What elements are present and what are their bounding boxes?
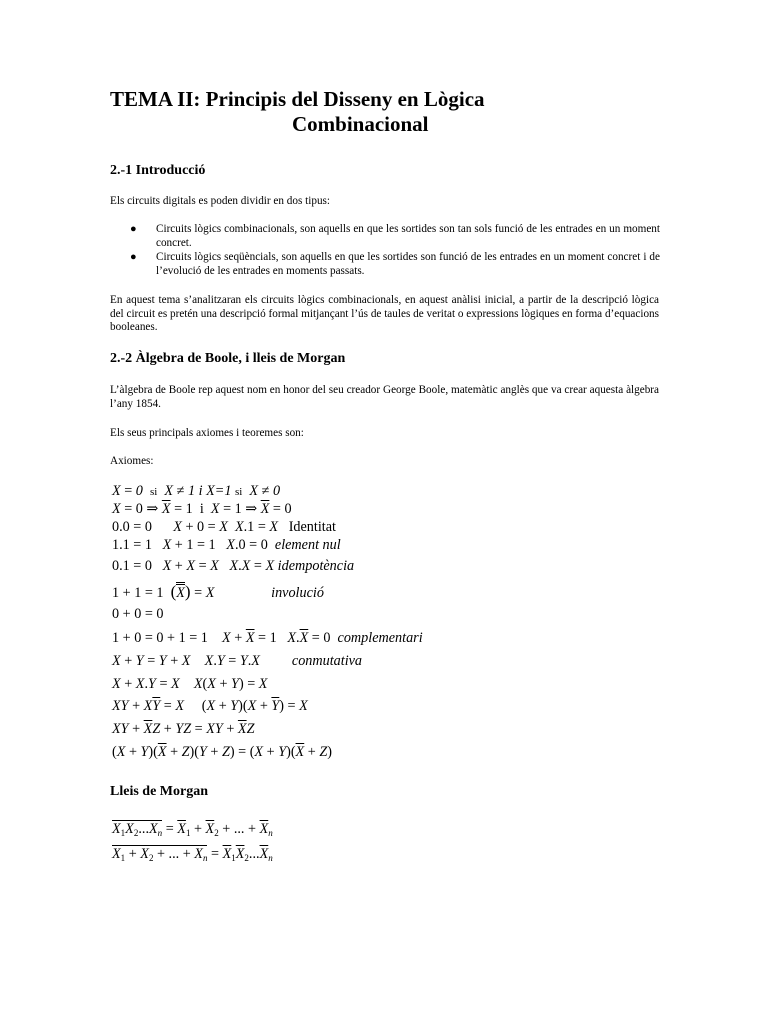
morgan-equation-2: $X_1 + X_2$ + ... + $X_n = \overline{X}_1\overline{X}_2...\overline{X}_n$ xyxy=(112,846,273,863)
label-involucio: involució xyxy=(271,585,324,601)
section-heading-introduccio: 2.-1 Introducció xyxy=(110,163,206,178)
title-line-1: TEMA II: Principis del Disseny en Lògica xyxy=(110,87,485,111)
equation-row: $(X + Y)(\overline{X} + Z)(Y + Z) = (X + Y)(\overline{X} + Z)$ xyxy=(112,744,332,760)
body-paragraph: En aquest tema s’analitzaran els circuits lògics combinacionals, en aquest anàlisi inicial, a partir de la descripció lògica del circuit es pretén una descripció formal mitjançant l’ús de taules de veritat o expressions lògiques en forma d’equacions booleanes. xyxy=(110,294,659,334)
boole-paragraph: L’àlgebra de Boole rep aquest nom en honor del seu creador George Boole, matemàtic anglès que va crear aquesta àlgebra l’any 1854. xyxy=(110,384,659,410)
equation-row: 0.0 = 0 X + 0 = X X.1 = X Identitat xyxy=(112,519,336,535)
equation-row: XY + $\overline{X}Z$ + YZ = XY + $\overline{X}Z$ xyxy=(112,721,255,737)
equation-row: X = 0 ⇒ $\overline{X} = 1$ i X = 1 ⇒ $\overline{X} = 0$ xyxy=(112,501,292,517)
label-idempotencia: idempotència xyxy=(277,558,355,574)
equation-row: 0.1 = 0 X + X = X X.X = X idempotència xyxy=(112,558,355,574)
equation-row: X = 0 si X ≠ 1 i X=1 si X ≠ 0 xyxy=(112,483,281,499)
label-identitat: Identitat xyxy=(288,519,336,535)
title-line-2: Combinacional xyxy=(292,112,429,136)
list-item: ● Circuits lògics seqüèncials, son aquells en que les sortides son funció de les entrades en un moment concret i de l’evolució de les entrades en moments passats. xyxy=(130,251,660,277)
label-element-nul: element nul xyxy=(274,537,341,553)
theorems-intro: Els seus principals axiomes i teoremes son: xyxy=(110,427,304,439)
list-item: ● Circuits lògics combinacionals, son aquells en que les sortides son tan sols funció de les entrades en un moment concret. xyxy=(130,223,660,249)
equation-row: X + X.Y = X X(X + Y) = X xyxy=(112,676,268,692)
equation-row: X + Y = Y + X X.Y = Y.X conmutativa xyxy=(112,653,363,669)
equation-row: 1.1 = 1 X + 1 = 1 X.0 = 0 element nul xyxy=(112,537,341,553)
morgan-equation-1: $X_1X_2...X_n = \overline{X}_1 + \overline{X}_2$ + ... + $\overline{X}_n$ xyxy=(112,821,273,838)
bullet-icon: ● xyxy=(130,223,137,235)
intro-paragraph: Els circuits digitals es poden dividir en dos tipus: xyxy=(110,195,330,207)
label-conmutativa: conmutativa xyxy=(291,653,363,669)
bullet-icon: ● xyxy=(130,251,137,264)
axioms-label: Axiomes: xyxy=(110,455,154,467)
equation-row: XY + $X\overline{Y} = X$ $(X + Y)(X + \overline{Y}) = X$ xyxy=(112,698,308,714)
equation-row: 0 + 0 = 0 xyxy=(112,606,164,622)
equation-row: 1 + 1 = 1 (X) = X involució xyxy=(112,582,324,601)
label-complementari: complementari xyxy=(337,630,423,646)
equation-row: 1 + 0 = 0 + 1 = 1 $X + \overline{X} = 1$ $X.\overline{X} = 0$ complementari xyxy=(112,630,423,646)
section-heading-morgan: Lleis de Morgan xyxy=(110,784,208,799)
bullet-list xyxy=(130,223,660,279)
page-title xyxy=(110,87,660,137)
section-heading-algebra-boole: 2.-2 Àlgebra de Boole, i lleis de Morgan xyxy=(110,351,346,366)
